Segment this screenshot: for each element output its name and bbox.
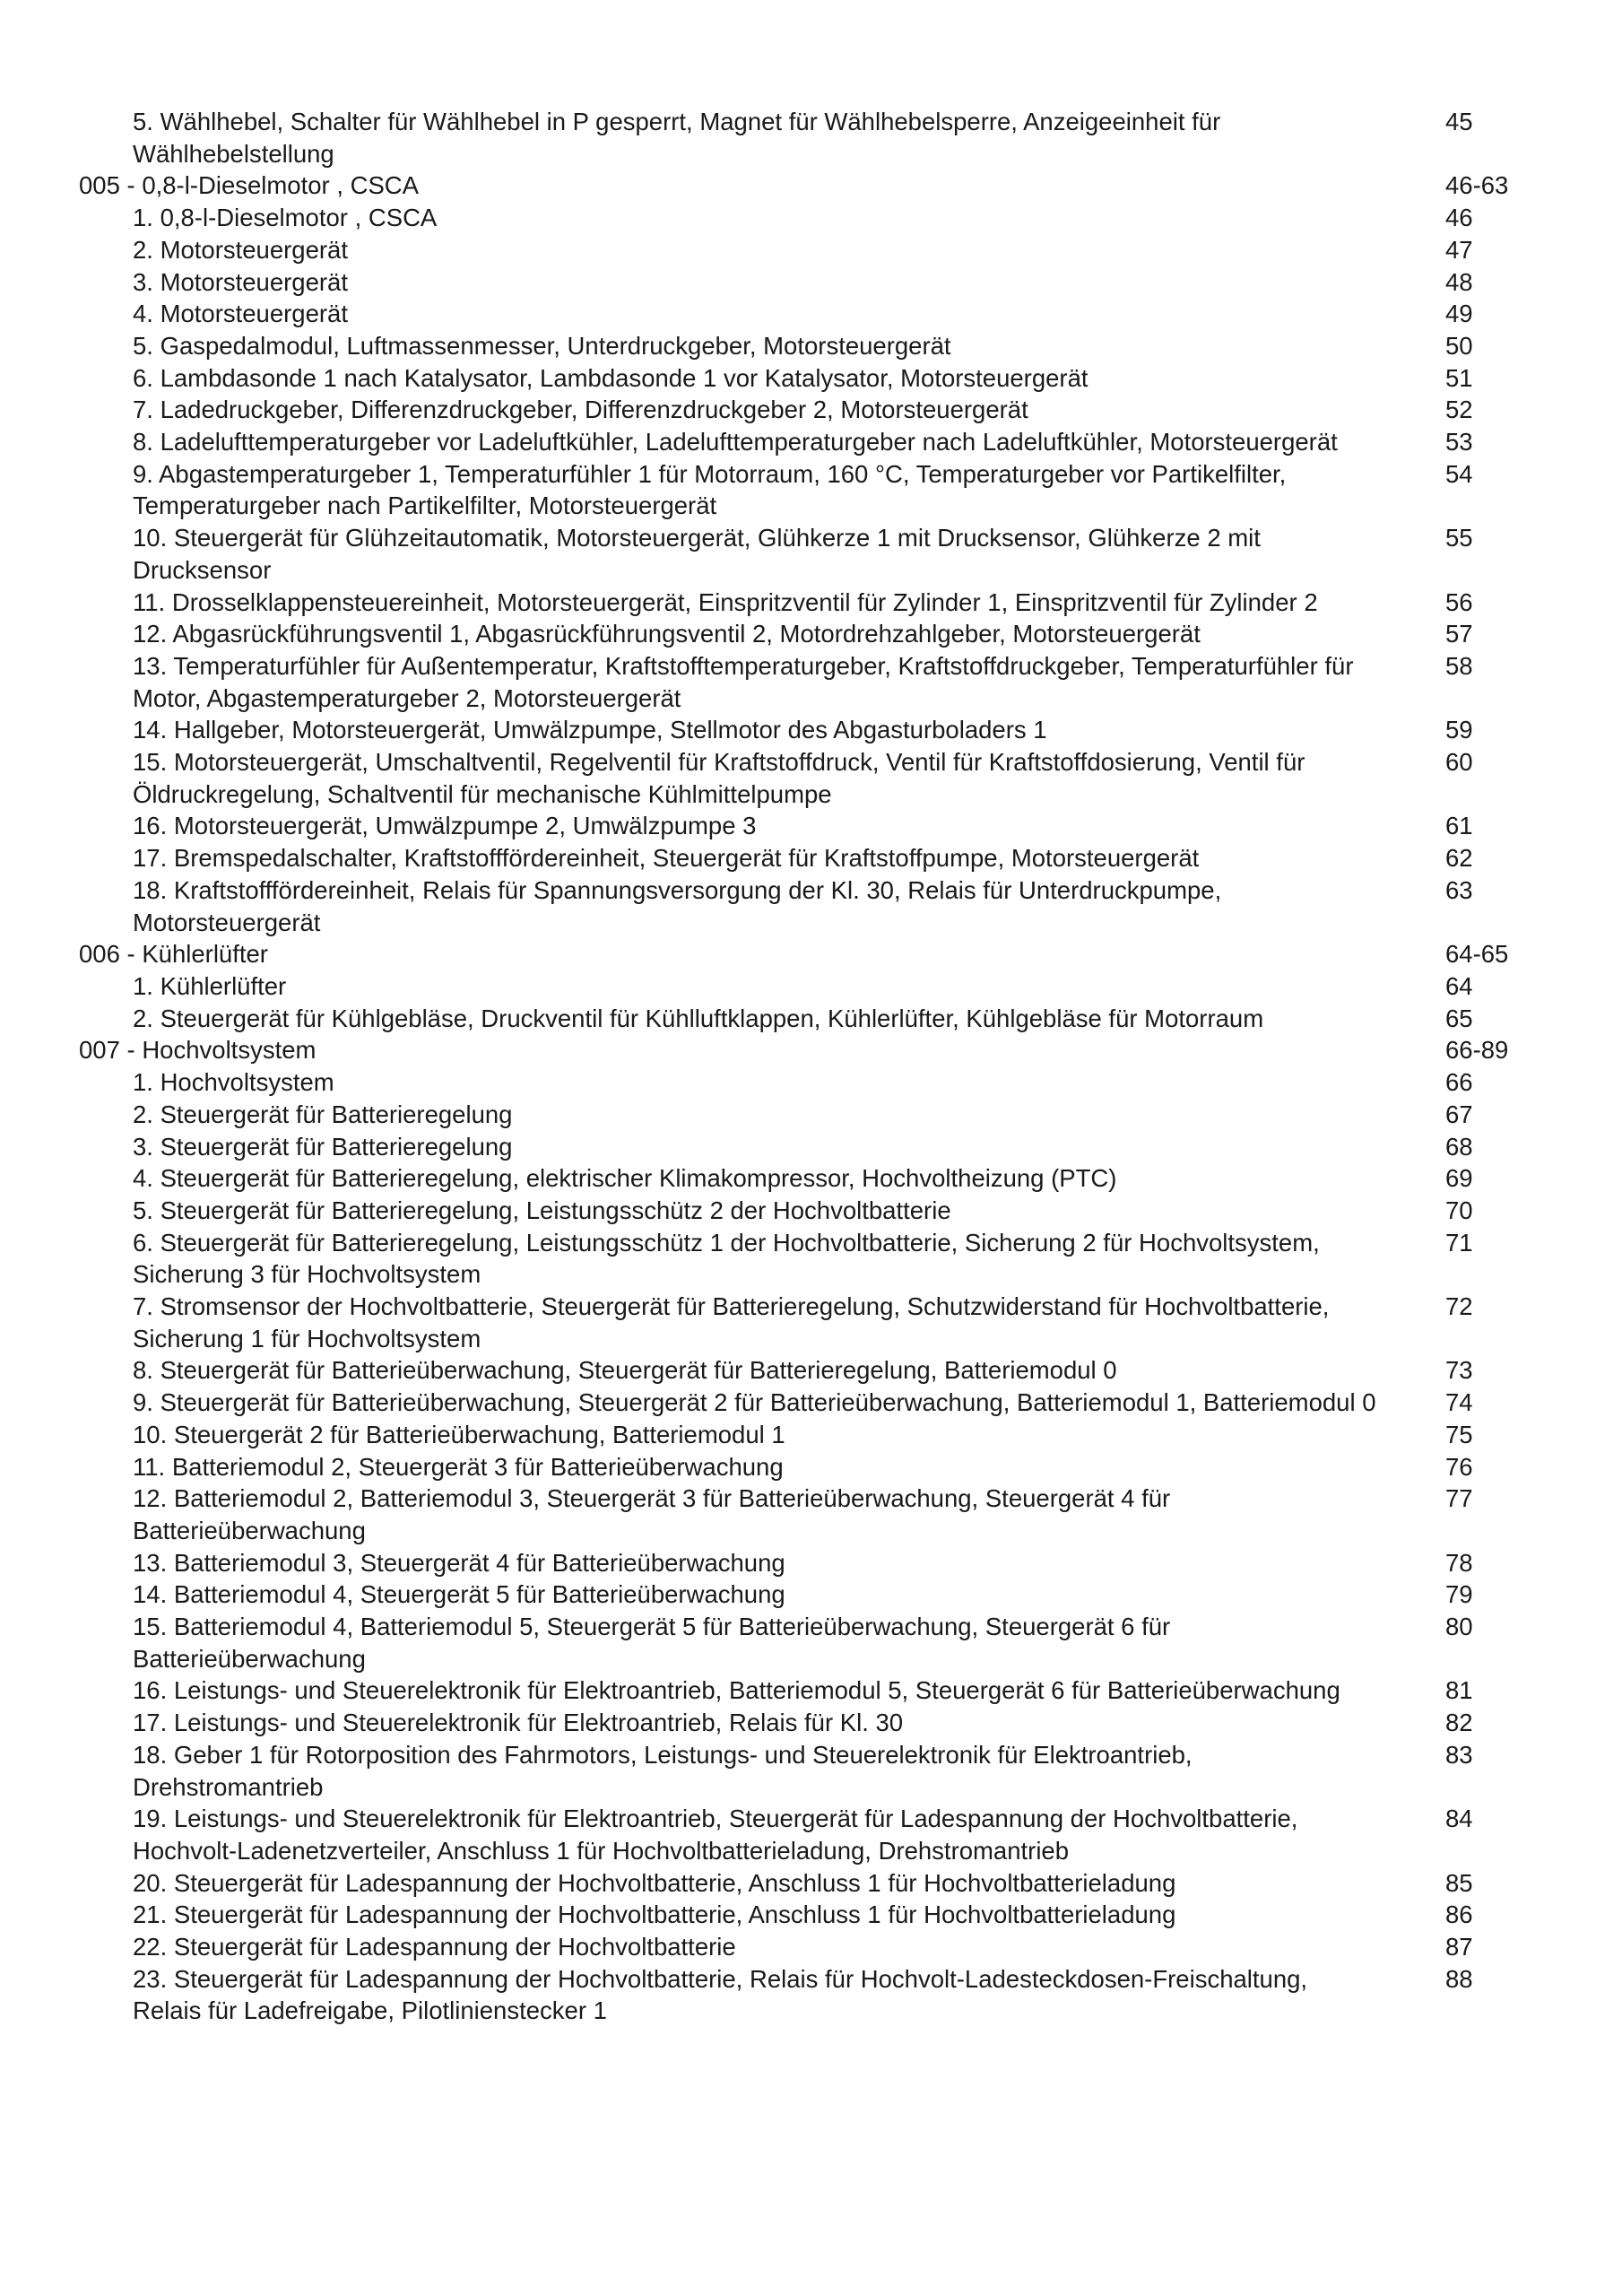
toc-entry-title: 1. 0,8-l-Dieselmotor , CSCA [133, 204, 438, 232]
toc-page-number: 57 [1445, 620, 1473, 648]
toc-entry-title: 1. Kühlerlüfter [133, 971, 287, 1000]
toc-chapter-row [0, 938, 1622, 970]
toc-entry-row [0, 330, 1622, 362]
toc-page-number: 60 [1445, 748, 1473, 777]
toc-entry-row [0, 1354, 1622, 1387]
toc-entry-title: 22. Steuergerät für Ladespannung der Hochvoltbatterie [133, 1933, 736, 1961]
toc-entry-row [0, 362, 1622, 395]
toc-chapter-title: 007 - Hochvoltsystem [79, 1036, 317, 1065]
toc-page-number: 69 [1445, 1164, 1473, 1193]
toc-entry-title: 5. Gaspedalmodul, Luftmassenmesser, Unterdruckgeber, Motorsteuergerät [133, 331, 951, 360]
toc-entry-row [0, 1162, 1622, 1195]
toc-entry-row [0, 1611, 1622, 1674]
toc-entry-title: 4. Steuergerät für Batterieregelung, elektrischer Klimakompressor, Hochvoltheizung (PTC) [133, 1164, 1117, 1193]
toc-entry-row [0, 1739, 1622, 1803]
toc-entry-title: 16. Motorsteuergerät, Umwälzpumpe 2, Umwälzpumpe 3 [133, 812, 757, 840]
toc-entry-row [0, 522, 1622, 586]
toc-page-number: 66-89 [1445, 1036, 1509, 1065]
toc-entry-row [0, 1099, 1622, 1131]
toc-page-number: 58 [1445, 651, 1473, 680]
toc-entry-title: 18. Kraftstofffördereinheit, Relais für Spannungsversorgung der Kl. 30, Relais für Unterdruckpumpe, Motorsteuergerät [133, 875, 1222, 936]
toc-chapter-row [0, 170, 1622, 202]
toc-entry-title: 19. Leistungs- und Steuerelektronik für Elektroantrieb, Steuergerät für Ladespannung der Hochvoltbatterie, Hochvolt-Ladenetzverteiler, Anschluss 1 für Hochvoltbatterieladung, Drehstromantrieb [133, 1805, 1298, 1865]
toc-page-number: 88 [1445, 1964, 1473, 1993]
toc-entry-title: 8. Steuergerät für Batterieüberwachung, Steuergerät für Batterieregelung, Batteriemodul 0 [133, 1356, 1117, 1385]
toc-page-number: 49 [1445, 300, 1473, 328]
toc-page-number: 52 [1445, 396, 1473, 424]
toc-entry-title: 7. Ladedruckgeber, Differenzdruckgeber, Differenzdruckgeber 2, Motorsteuergerät [133, 396, 1028, 424]
toc-entry-title: 12. Batteriemodul 2, Batteriemodul 3, Steuergerät 3 für Batterieüberwachung, Steuergerät 4 für Batterieüberwachung [133, 1484, 1171, 1544]
toc-page-number: 46-63 [1445, 171, 1509, 200]
toc-entry-title: 7. Stromsensor der Hochvoltbatterie, Steuergerät für Batterieregelung, Schutzwiderstand für Hochvoltbatterie, Sicherung 1 für Hochvoltsystem [133, 1292, 1330, 1352]
toc-entry-title: 23. Steuergerät für Ladespannung der Hochvoltbatterie, Relais für Hochvolt-Ladesteckdosen-Freischaltung, Relais für Ladefreigabe, Pilotlinienstecker 1 [133, 1964, 1308, 2025]
toc-chapter-title: 005 - 0,8-l-Dieselmotor , CSCA [79, 171, 420, 200]
toc-page-number: 64-65 [1445, 940, 1509, 969]
toc-entry-title: 5. Wählhebel, Schalter für Wählhebel in P gesperrt, Magnet für Wählhebelsperre, Anzeigeeinheit für Wählhebelstellung [133, 108, 1221, 168]
toc-entry-title: 20. Steuergerät für Ladespannung der Hochvoltbatterie, Anschluss 1 für Hochvoltbatterieladung [133, 1868, 1176, 1897]
toc-entry-title: 18. Geber 1 für Rotorposition des Fahrmotors, Leistungs- und Steuerelektronik für Elektroantrieb, Drehstromantrieb [133, 1740, 1193, 1801]
toc-entry-row [0, 1451, 1622, 1483]
toc-entry-row [0, 1578, 1622, 1611]
toc-entry-row [0, 1931, 1622, 1963]
toc-entry-row [0, 1387, 1622, 1419]
toc-entry-row [0, 202, 1622, 234]
toc-entry-title: 1. Hochvoltsystem [133, 1068, 334, 1097]
toc-page-number: 74 [1445, 1388, 1473, 1417]
toc-entry-row [0, 1674, 1622, 1707]
toc-entry-title: 9. Abgastemperaturgeber 1, Temperaturfühler 1 für Motorraum, 160 °C, Temperaturgeber vor Partikelfilter, Temperaturgeber nach Partikelfilter, Motorsteuergerät [133, 459, 1287, 520]
toc-entry-title: 17. Leistungs- und Steuerelektronik für Elektroantrieb, Relais für Kl. 30 [133, 1709, 904, 1737]
toc-page-number: 46 [1445, 204, 1473, 232]
toc-entry-row [0, 1003, 1622, 1035]
toc-entry-row [0, 1066, 1622, 1099]
toc-chapter-title: 006 - Kühlerlüfter [79, 940, 268, 969]
toc-entry-row [0, 1547, 1622, 1579]
toc-page-number: 70 [1445, 1196, 1473, 1224]
toc-entry-row [0, 746, 1622, 810]
toc-page-number: 66 [1445, 1068, 1473, 1097]
toc-page-number: 64 [1445, 971, 1473, 1000]
toc-entry-row [0, 874, 1622, 938]
table-of-contents [0, 106, 1622, 2027]
toc-chapter-row [0, 1034, 1622, 1066]
toc-entry-title: 13. Temperaturfühler für Außentemperatur, Kraftstofftemperaturgeber, Kraftstoffdruckgeber, Temperaturfühler für Motor, Abgastemperaturgeber 2, Motorsteuergerät [133, 651, 1354, 712]
toc-page-number: 72 [1445, 1292, 1473, 1321]
toc-entry-title: 11. Batteriemodul 2, Steuergerät 3 für Batterieüberwachung [133, 1452, 784, 1481]
toc-entry-row [0, 1899, 1622, 1931]
toc-page-number: 81 [1445, 1676, 1473, 1705]
toc-page-number: 73 [1445, 1356, 1473, 1385]
toc-entry-title: 6. Steuergerät für Batterieregelung, Leistungsschütz 1 der Hochvoltbatterie, Sicherung 2 für Hochvoltsystem, Sicherung 3 für Hochvoltsystem [133, 1228, 1320, 1289]
toc-entry-title: 12. Abgasrückführungsventil 1, Abgasrückführungsventil 2, Motordrehzahlgeber, Motorsteuergerät [133, 620, 1201, 648]
toc-entry-row [0, 426, 1622, 458]
toc-page-number: 48 [1445, 267, 1473, 296]
toc-page-number: 47 [1445, 235, 1473, 264]
toc-entry-title: 8. Ladelufttemperaturgeber vor Ladeluftkühler, Ladelufttemperaturgeber nach Ladeluftkühler, Motorsteuergerät [133, 428, 1338, 457]
toc-page-number: 87 [1445, 1933, 1473, 1961]
toc-entry-row [0, 650, 1622, 714]
toc-entry-row [0, 842, 1622, 874]
toc-entry-row [0, 1291, 1622, 1354]
toc-entry-row [0, 714, 1622, 746]
toc-entry-row [0, 266, 1622, 299]
toc-page-number: 61 [1445, 812, 1473, 840]
toc-entry-title: 21. Steuergerät für Ladespannung der Hochvoltbatterie, Anschluss 1 für Hochvoltbatterieladung [133, 1900, 1176, 1929]
toc-entry-title: 15. Motorsteuergerät, Umschaltventil, Regelventil für Kraftstoffdruck, Ventil für Kraftstoffdosierung, Ventil für Öldruckregelung, Schaltventil für mechanische Kühlmittelpumpe [133, 748, 1305, 808]
toc-page-number: 56 [1445, 587, 1473, 616]
toc-entry-title: 2. Steuergerät für Kühlgebläse, Druckventil für Kühlluftklappen, Kühlerlüfter, Kühlgebläse für Motorraum [133, 1004, 1264, 1032]
toc-page-number: 83 [1445, 1740, 1473, 1769]
toc-entry-row [0, 1131, 1622, 1163]
toc-entry-title: 3. Motorsteuergerät [133, 267, 348, 296]
toc-entry-title: 15. Batteriemodul 4, Batteriemodul 5, Steuergerät 5 für Batterieüberwachung, Steuergerät 6 für Batterieüberwachung [133, 1613, 1171, 1673]
toc-entry-row [0, 458, 1622, 522]
toc-entry-title: 11. Drosselklappensteuereinheit, Motorsteuergerät, Einspritzventil für Zylinder 1, Einspritzventil für Zylinder 2 [133, 587, 1318, 616]
toc-entry-title: 6. Lambdasonde 1 nach Katalysator, Lambdasonde 1 vor Katalysator, Motorsteuergerät [133, 363, 1089, 392]
toc-page-number: 86 [1445, 1900, 1473, 1929]
toc-page-number: 77 [1445, 1484, 1473, 1513]
toc-page-number: 79 [1445, 1580, 1473, 1609]
toc-page-number: 68 [1445, 1132, 1473, 1161]
toc-entry-title: 2. Steuergerät für Batterieregelung [133, 1100, 513, 1128]
toc-entry-title: 9. Steuergerät für Batterieüberwachung, Steuergerät 2 für Batterieüberwachung, Batteriemodul 1, Batteriemodul 0 [133, 1388, 1376, 1417]
toc-page-number: 51 [1445, 363, 1473, 392]
toc-page-number: 65 [1445, 1004, 1473, 1032]
toc-entry-row [0, 1195, 1622, 1227]
toc-entry-title: 16. Leistungs- und Steuerelektronik für Elektroantrieb, Batteriemodul 5, Steuergerät 6 für Batterieüberwachung [133, 1676, 1340, 1705]
toc-entry-row [0, 1483, 1622, 1546]
toc-entry-row [0, 1867, 1622, 1900]
toc-page-number: 85 [1445, 1868, 1473, 1897]
toc-page-number: 80 [1445, 1613, 1473, 1641]
toc-entry-row [0, 1227, 1622, 1291]
toc-entry-title: 3. Steuergerät für Batterieregelung [133, 1132, 513, 1161]
toc-entry-row [0, 298, 1622, 330]
toc-entry-row [0, 106, 1622, 170]
toc-page-number: 78 [1445, 1548, 1473, 1577]
toc-entry-title: 10. Steuergerät für Glühzeitautomatik, Motorsteuergerät, Glühkerze 1 mit Drucksensor, Glühkerze 2 mit Drucksensor [133, 524, 1261, 584]
toc-entry-title: 14. Hallgeber, Motorsteuergerät, Umwälzpumpe, Stellmotor des Abgasturboladers 1 [133, 716, 1047, 744]
toc-page-number: 55 [1445, 524, 1473, 552]
toc-page-number: 63 [1445, 875, 1473, 904]
toc-entry-title: 17. Bremspedalschalter, Kraftstofffördereinheit, Steuergerät für Kraftstoffpumpe, Motorsteuergerät [133, 844, 1200, 873]
toc-entry-row [0, 810, 1622, 842]
toc-page-number: 75 [1445, 1420, 1473, 1448]
toc-entry-row [0, 1707, 1622, 1739]
toc-page-number: 53 [1445, 428, 1473, 457]
toc-page-number: 82 [1445, 1709, 1473, 1737]
toc-entry-row [0, 234, 1622, 266]
toc-page-number: 84 [1445, 1805, 1473, 1833]
toc-entry-title: 13. Batteriemodul 3, Steuergerät 4 für Batterieüberwachung [133, 1548, 785, 1577]
toc-entry-row [0, 970, 1622, 1003]
toc-entry-title: 10. Steuergerät 2 für Batterieüberwachung, Batteriemodul 1 [133, 1420, 785, 1448]
toc-entry-row [0, 1419, 1622, 1451]
toc-entry-row [0, 587, 1622, 619]
toc-page-number: 59 [1445, 716, 1473, 744]
toc-entry-row [0, 394, 1622, 426]
toc-page-number: 71 [1445, 1228, 1473, 1257]
toc-page-number: 76 [1445, 1452, 1473, 1481]
toc-page-number: 45 [1445, 108, 1473, 135]
toc-page-number: 50 [1445, 331, 1473, 360]
toc-entry-title: 14. Batteriemodul 4, Steuergerät 5 für Batterieüberwachung [133, 1580, 785, 1609]
toc-page-number: 54 [1445, 459, 1473, 488]
toc-entry-title: 4. Motorsteuergerät [133, 300, 348, 328]
toc-page-number: 67 [1445, 1100, 1473, 1128]
toc-entry-row [0, 1963, 1622, 2027]
toc-page-number: 62 [1445, 844, 1473, 873]
toc-entry-row [0, 1803, 1622, 1866]
toc-entry-title: 5. Steuergerät für Batterieregelung, Leistungsschütz 2 der Hochvoltbatterie [133, 1196, 951, 1224]
toc-entry-row [0, 618, 1622, 650]
toc-entry-title: 2. Motorsteuergerät [133, 235, 348, 264]
